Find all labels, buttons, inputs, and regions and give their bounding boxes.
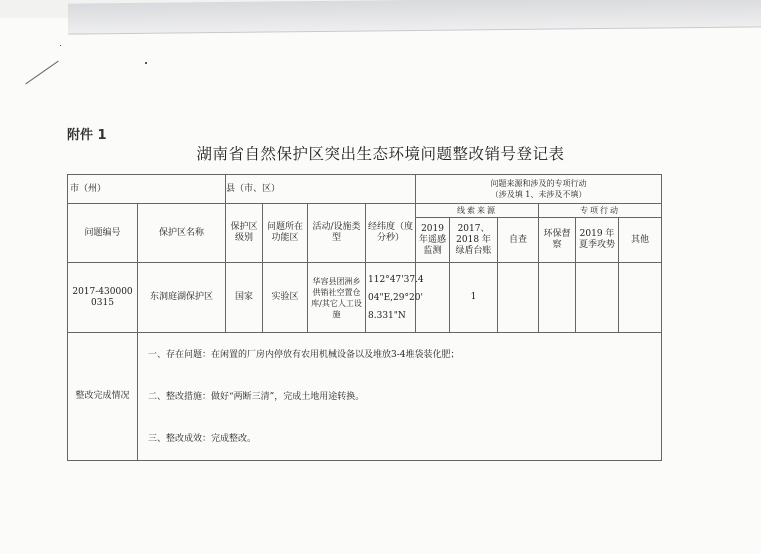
header-summer-2019: 2019 年夏季攻势 <box>576 218 619 263</box>
record-other <box>619 263 662 333</box>
header-reserve-name: 保护区名称 <box>138 204 226 263</box>
county-label: 县（市、区） <box>226 183 281 194</box>
rectification-problem: 一、存在问题：在闲置的厂房内停放有农用机械设备以及堆放3-4堆袋装化肥； <box>148 349 460 360</box>
coords-line1: 112°47'37.4 <box>368 274 424 285</box>
header-other: 其他 <box>619 218 662 263</box>
record-level: 国家 <box>226 263 263 333</box>
table-row <box>68 204 662 218</box>
record-inspection <box>539 263 576 333</box>
record-zone: 实验区 <box>263 263 308 333</box>
record-coords <box>366 263 424 333</box>
record-activity: 华容县团洲乡供销社空置仓库/其它人工设施 <box>308 263 366 333</box>
header-inspection: 环保督察 <box>539 218 576 263</box>
header-remote-2019: 2019 年遥感监测 <box>416 218 450 263</box>
record-ledger: 1 <box>450 263 498 333</box>
attachment-label: 附件 1 <box>67 128 107 143</box>
header-clue-source: 线索来源 <box>416 204 539 218</box>
table-row <box>68 175 662 204</box>
county-cell <box>226 175 416 204</box>
rectification-label: 整改完成情况 <box>68 333 138 461</box>
source-title-line1: 问题来源和涉及的专项行动 <box>490 179 587 188</box>
source-title-line2: （涉及填 1、未涉及不填） <box>490 190 587 199</box>
coords-line2: 04"E,29°20' <box>368 292 423 303</box>
city-cell <box>68 175 226 204</box>
rectification-detail <box>138 333 662 461</box>
table-row <box>68 333 662 461</box>
rectification-result: 三、整改成效：完成整改。 <box>148 433 257 444</box>
header-self-check: 自查 <box>498 218 539 263</box>
record-problem-no: 2017-4300000315 <box>68 263 138 333</box>
record-summer-2019 <box>576 263 619 333</box>
table-row <box>68 263 662 333</box>
rectification-measures: 二、整改措施：做好“两断三清”，完成土地用途转换。 <box>148 391 365 402</box>
coords-line3: 8.331"N <box>368 310 406 321</box>
record-self-check <box>498 263 539 333</box>
header-zone: 问题所在功能区 <box>263 204 308 263</box>
header-special-action: 专项行动 <box>539 204 662 218</box>
registration-table <box>67 174 662 461</box>
city-label: 市（州） <box>70 183 107 194</box>
scan-speck <box>60 45 61 46</box>
source-header-cell <box>416 175 662 204</box>
header-problem-no: 问题编号 <box>68 204 138 263</box>
header-ledger: 2017、2018 年绿盾台账 <box>450 218 498 263</box>
header-level: 保护区级别 <box>226 204 263 263</box>
document-title: 湖南省自然保护区突出生态环境问题整改销号登记表 <box>196 145 565 163</box>
record-reserve-name: 东洞庭湖保护区 <box>138 263 226 333</box>
scan-speck <box>145 62 147 64</box>
header-activity: 活动/设施类 型 <box>308 204 366 263</box>
header-coords: 经纬度（度分秒） <box>366 204 416 263</box>
